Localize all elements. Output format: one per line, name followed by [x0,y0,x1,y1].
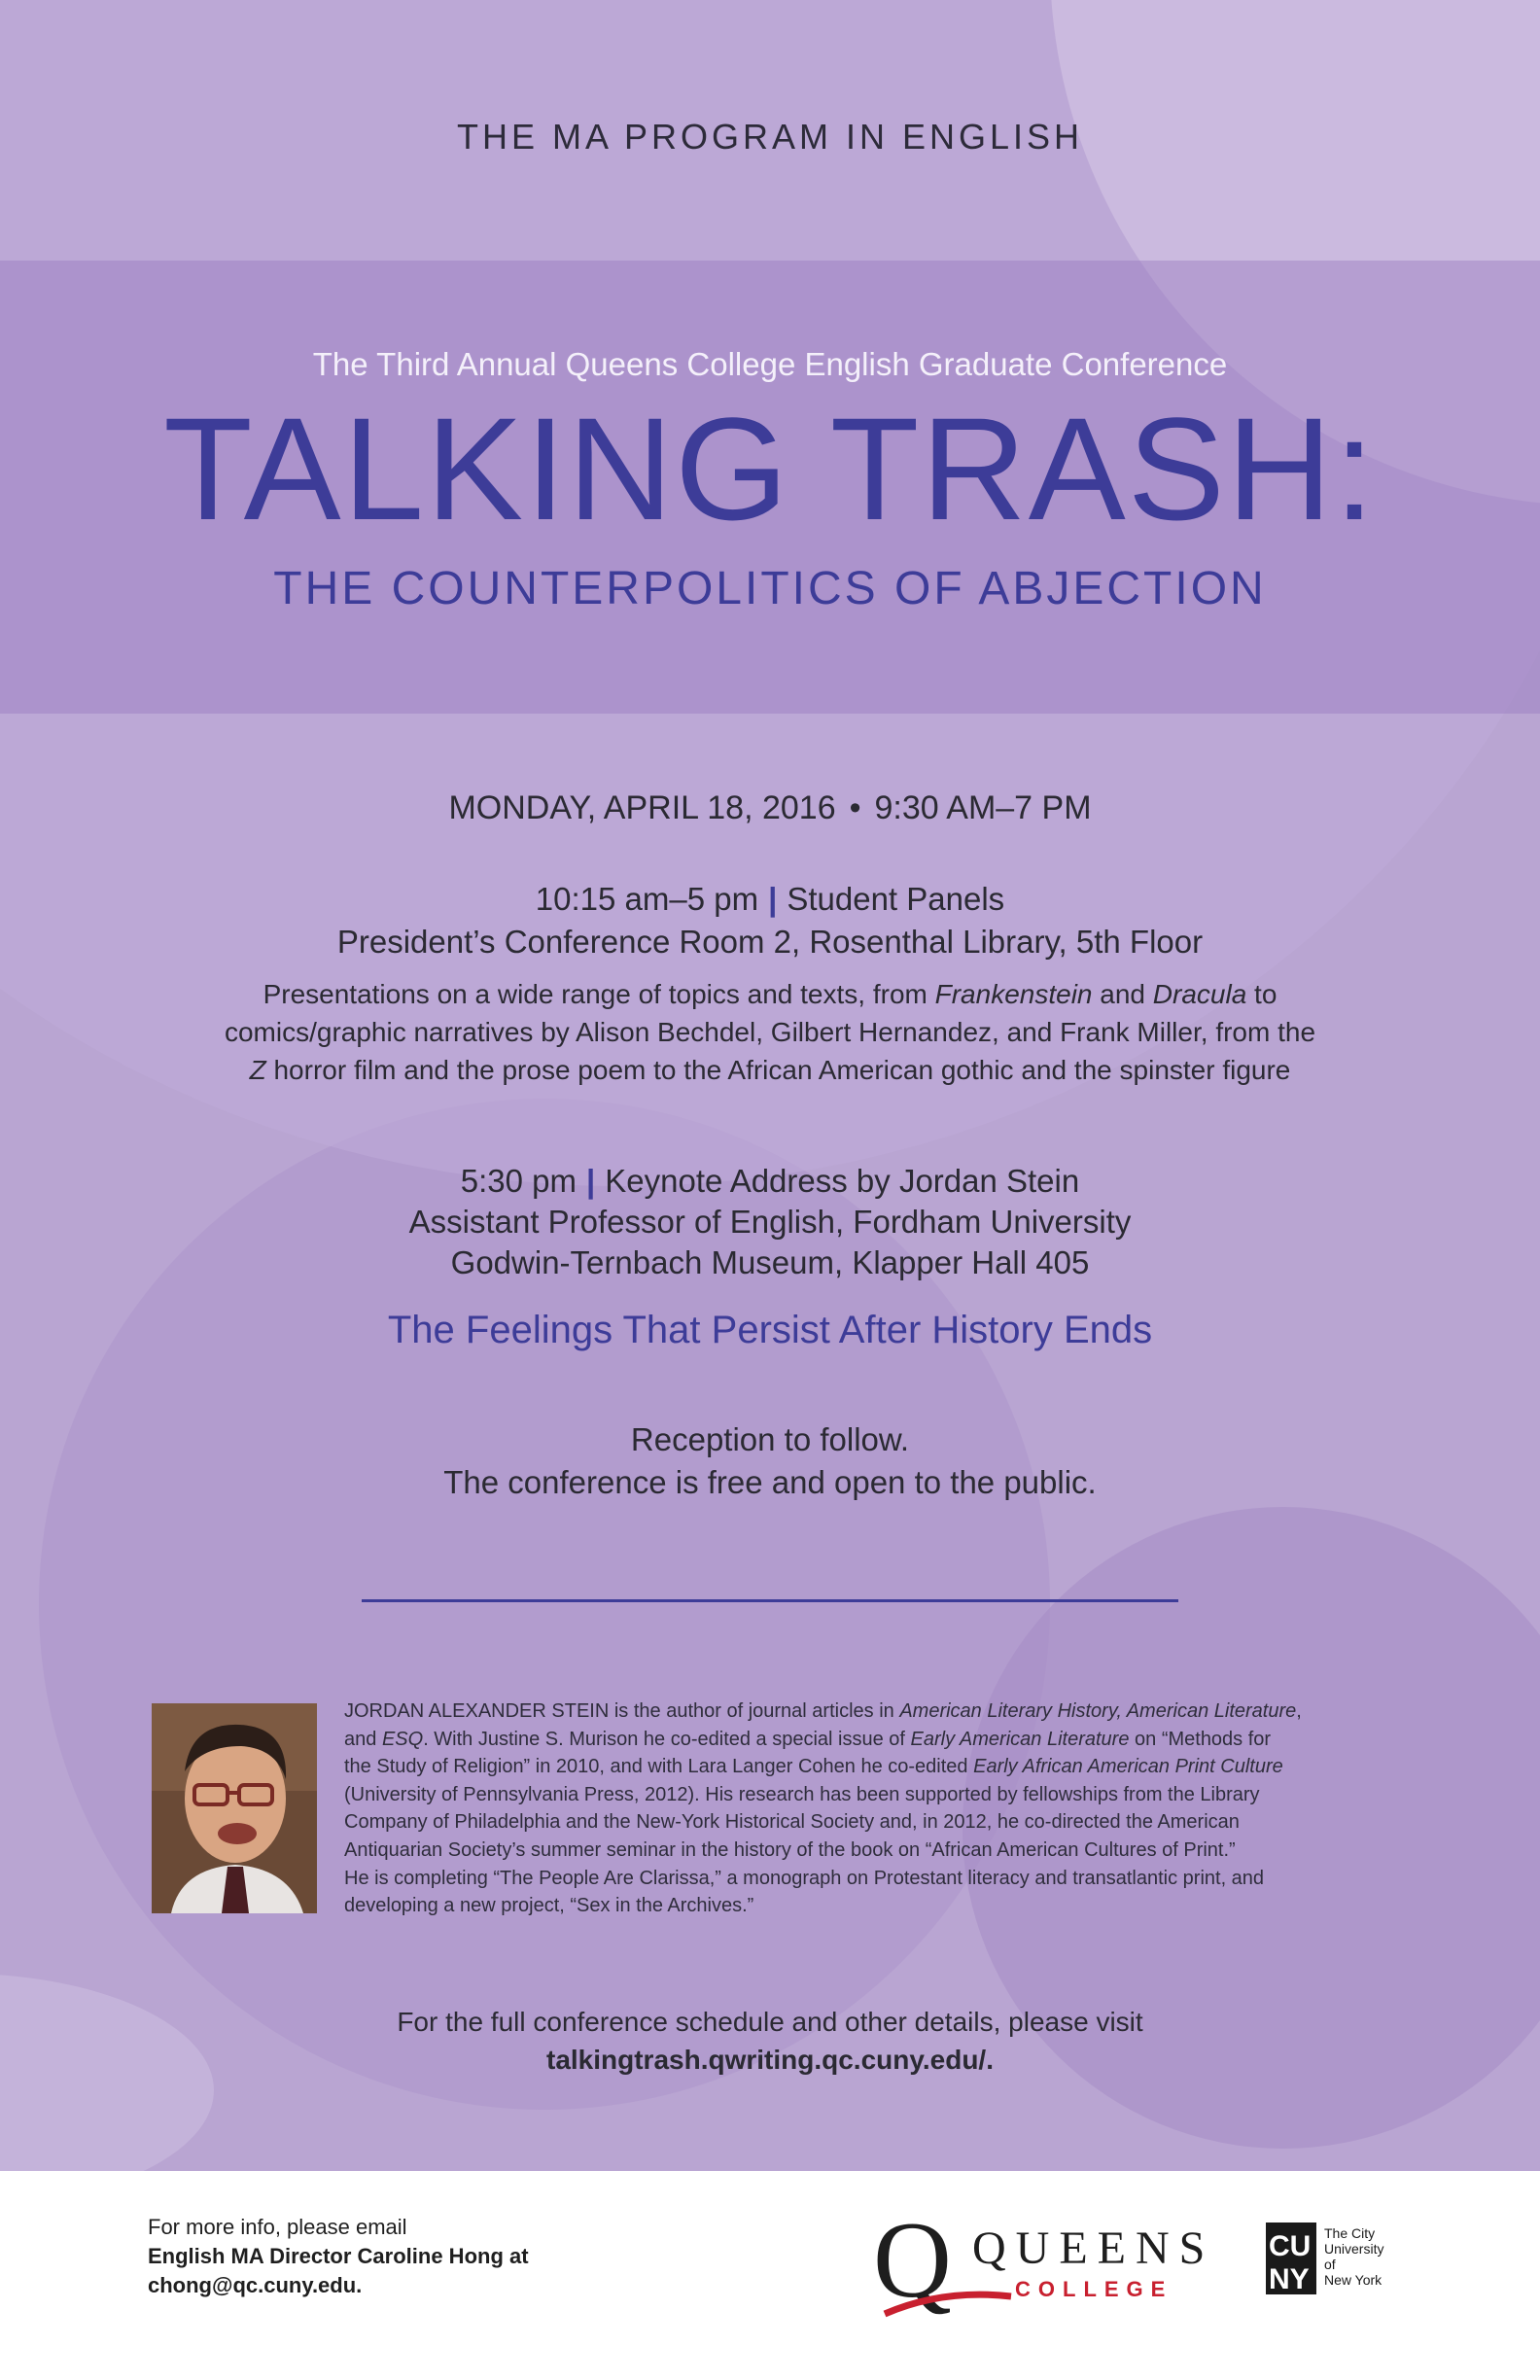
bio-italic: American Literary History, American Literature [899,1700,1297,1722]
desc-work-title: Dracula [1152,979,1247,1009]
bio-text: on “Methods for [1129,1728,1272,1750]
desc-text: horror film and the prose poem to the African American gothic and the spinster figure [265,1055,1291,1085]
conference-url-link[interactable]: talkingtrash.qwriting.qc.cuny.edu/. [546,2045,994,2075]
queens-wordmark: QUEENS [972,2222,1215,2274]
sub-title: THE COUNTERPOLITICS OF ABJECTION [273,563,1267,614]
conference-name: The Third Annual Queens College English Graduate Conference [312,346,1228,382]
event-date: MONDAY, APRIL 18, 2016 [448,789,836,826]
cuny-mark-bottom: NY [1269,2263,1310,2295]
cuny-mark-top: CU [1269,2230,1312,2262]
cuny-text-line: The City [1324,2225,1376,2241]
desc-work-title: Frankenstein [934,979,1093,1009]
pipe-separator: | [586,1163,596,1199]
description-line-3 [0,1051,1540,1089]
queens-college-logo [865,2199,1235,2335]
cuny-logo [1266,2219,1402,2306]
bio-italic: ESQ [381,1728,424,1750]
contact-email-link[interactable]: chong@qc.cuny.edu. [148,2273,363,2297]
queens-q-letter: Q [873,2200,952,2321]
public-note: The conference is free and open to the public. [443,1464,1097,1500]
bio-line [344,1726,1390,1754]
bio-line [344,1753,1390,1781]
bio-line [344,1698,1390,1726]
keynote-position: Assistant Professor of English, Fordham University [408,1204,1132,1240]
date-time-line [0,789,1540,827]
pipe-separator: | [768,881,778,917]
bio-line: developing a new project, “Sex in the Archives.” [344,1895,754,1917]
panels-description [0,975,1540,1089]
contact-line-3[interactable] [148,2271,529,2300]
main-title: TALKING TRASH: [163,387,1377,550]
visit-instruction: For the full conference schedule and other details, please visit [397,2007,1143,2037]
keynote-label: Keynote Address by Jordan Stein [605,1163,1080,1199]
bio-line: Antiquarian Society’s summer seminar in the history of the book on “African American Cultures of Print.” [344,1838,1236,1861]
desc-text: and [1092,979,1153,1009]
keynote-talk-title: The Feelings That Persist After History Ends [387,1309,1153,1351]
event-time: 9:30 AM–7 PM [874,789,1092,826]
keynote-line [0,1163,1540,1200]
bio-line: He is completing “The People Are Clarissa,” a monograph on Protestant literacy and transatlantic print, and [344,1867,1265,1889]
description-line-2: comics/graphic narratives by Alison Bechdel, Gilbert Hernandez, and Frank Miller, from the [224,1017,1316,1047]
contact-info [148,2213,529,2300]
college-wordmark: COLLEGE [1015,2277,1173,2301]
contact-line-1: For more info, please email [148,2215,407,2239]
speaker-bio [344,1698,1390,1920]
bio-line: (University of Pennsylvania Press, 2012). His research has been supported by fellowships from the Library [344,1783,1260,1805]
program-heading: THE MA PROGRAM IN ENGLISH [456,117,1084,157]
bio-italic: Early American Literature [910,1728,1130,1750]
bio-text: , [1296,1700,1302,1722]
cuny-text-line: New York [1324,2272,1382,2288]
description-line-1 [0,975,1540,1013]
panels-label: Student Panels [787,881,1005,917]
bio-text: and [344,1728,382,1750]
divider-rule [362,1599,1178,1602]
cuny-text-line: University [1324,2241,1384,2257]
reception-note: Reception to follow. [630,1421,910,1457]
speaker-photo [152,1703,317,1913]
bullet-separator: • [849,789,861,826]
contact-line-2 [148,2242,529,2271]
bio-text: . With Justine S. Murison he co-edited a special issue of [423,1728,911,1750]
bio-italic: Early African American Print Culture [973,1756,1283,1778]
panels-line [0,881,1540,918]
bio-text: JORDAN ALEXANDER STEIN is the author of journal articles in [344,1700,900,1722]
keynote-location: Godwin-Ternbach Museum, Klapper Hall 405 [450,1244,1090,1280]
panels-location: President’s Conference Room 2, Rosenthal Library, 5th Floor [336,924,1204,960]
cuny-text-line: of [1324,2257,1336,2272]
desc-work-title: Z [249,1055,266,1085]
contact-name: English MA Director Caroline Hong at [148,2244,529,2268]
bio-text: the Study of Religion” in 2010, and with Lara Langer Cohen he co-edited [344,1756,974,1778]
panels-time: 10:15 am–5 pm [535,881,759,917]
desc-text: Presentations on a wide range of topics and texts, from [262,979,935,1009]
keynote-time: 5:30 pm [460,1163,578,1199]
desc-text: to [1246,979,1278,1009]
bio-line: Company of Philadelphia and the New-York Historical Society and, in 2012, he co-directed the American [344,1811,1240,1834]
